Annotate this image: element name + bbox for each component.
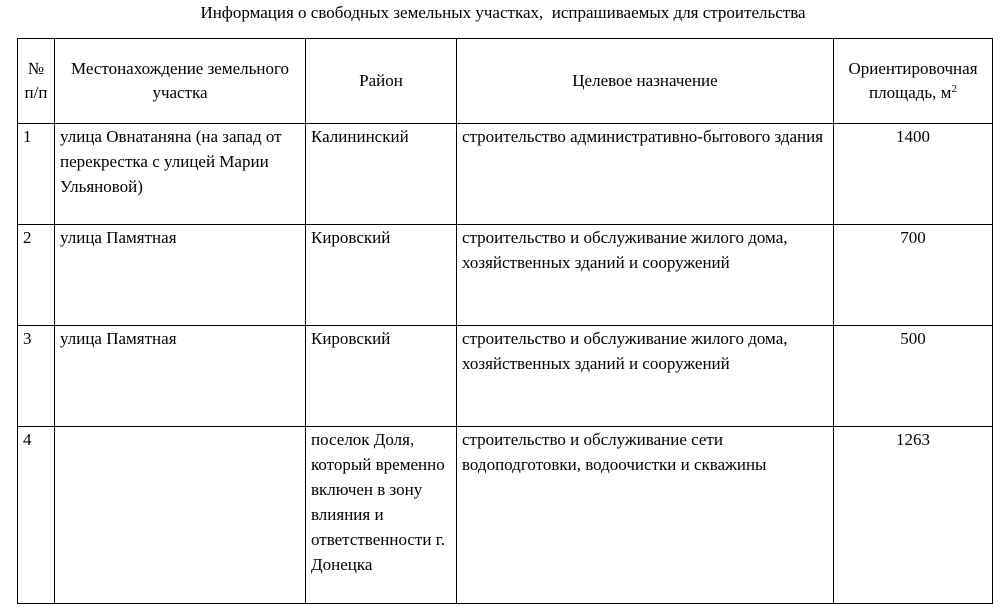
- cell-area: 500: [834, 326, 993, 427]
- cell-number: 1: [18, 124, 55, 225]
- land-plots-table: [17, 38, 993, 604]
- header-area-label: Ориентировочная площадь, м: [848, 59, 978, 102]
- cell-district: поселок Доля, который временно включен в зону влияния и ответственности г. Донецка: [306, 427, 457, 604]
- cell-location: улица Овнатаняна (на запад от перекрестка с улицей Марии Ульяновой): [55, 124, 306, 225]
- document-title: Информация о свободных земельных участках, испрашиваемых для строительства: [200, 3, 806, 22]
- cell-area: 1400: [834, 124, 993, 225]
- cell-area: 1263: [834, 427, 993, 604]
- cell-location: улица Памятная: [55, 326, 306, 427]
- cell-purpose: строительство и обслуживание жилого дома, хозяйственных зданий и сооружений: [457, 225, 834, 326]
- header-purpose-label: Целевое назначение: [572, 71, 718, 90]
- cell-purpose: строительство и обслуживание жилого дома, хозяйственных зданий и сооружений: [457, 326, 834, 427]
- table-row: [18, 124, 993, 225]
- cell-district: Кировский: [306, 326, 457, 427]
- cell-purpose: строительство административно-бытового здания: [457, 124, 834, 225]
- header-number: [18, 39, 55, 124]
- header-district: [306, 39, 457, 124]
- cell-number: 4: [18, 427, 55, 604]
- header-location-label: Местонахождение земельного участка: [70, 59, 290, 102]
- header-district-label: Район: [359, 71, 403, 90]
- header-purpose: [457, 39, 834, 124]
- cell-district: Кировский: [306, 225, 457, 326]
- cell-area: 700: [834, 225, 993, 326]
- cell-location: [55, 427, 306, 604]
- cell-location: улица Памятная: [55, 225, 306, 326]
- header-area: [834, 39, 993, 124]
- header-location: [55, 39, 306, 124]
- cell-district: Калининский: [306, 124, 457, 225]
- cell-purpose: строительство и обслуживание сети водоподготовки, водоочистки и скважины: [457, 427, 834, 604]
- header-area-superscript: 2: [951, 83, 957, 95]
- table-row: [18, 326, 993, 427]
- cell-number: 2: [18, 225, 55, 326]
- cell-number: 3: [18, 326, 55, 427]
- table-row: [18, 225, 993, 326]
- table-header-row: [18, 39, 993, 124]
- header-number-label: № п/п: [24, 59, 48, 102]
- table-row: [18, 427, 993, 604]
